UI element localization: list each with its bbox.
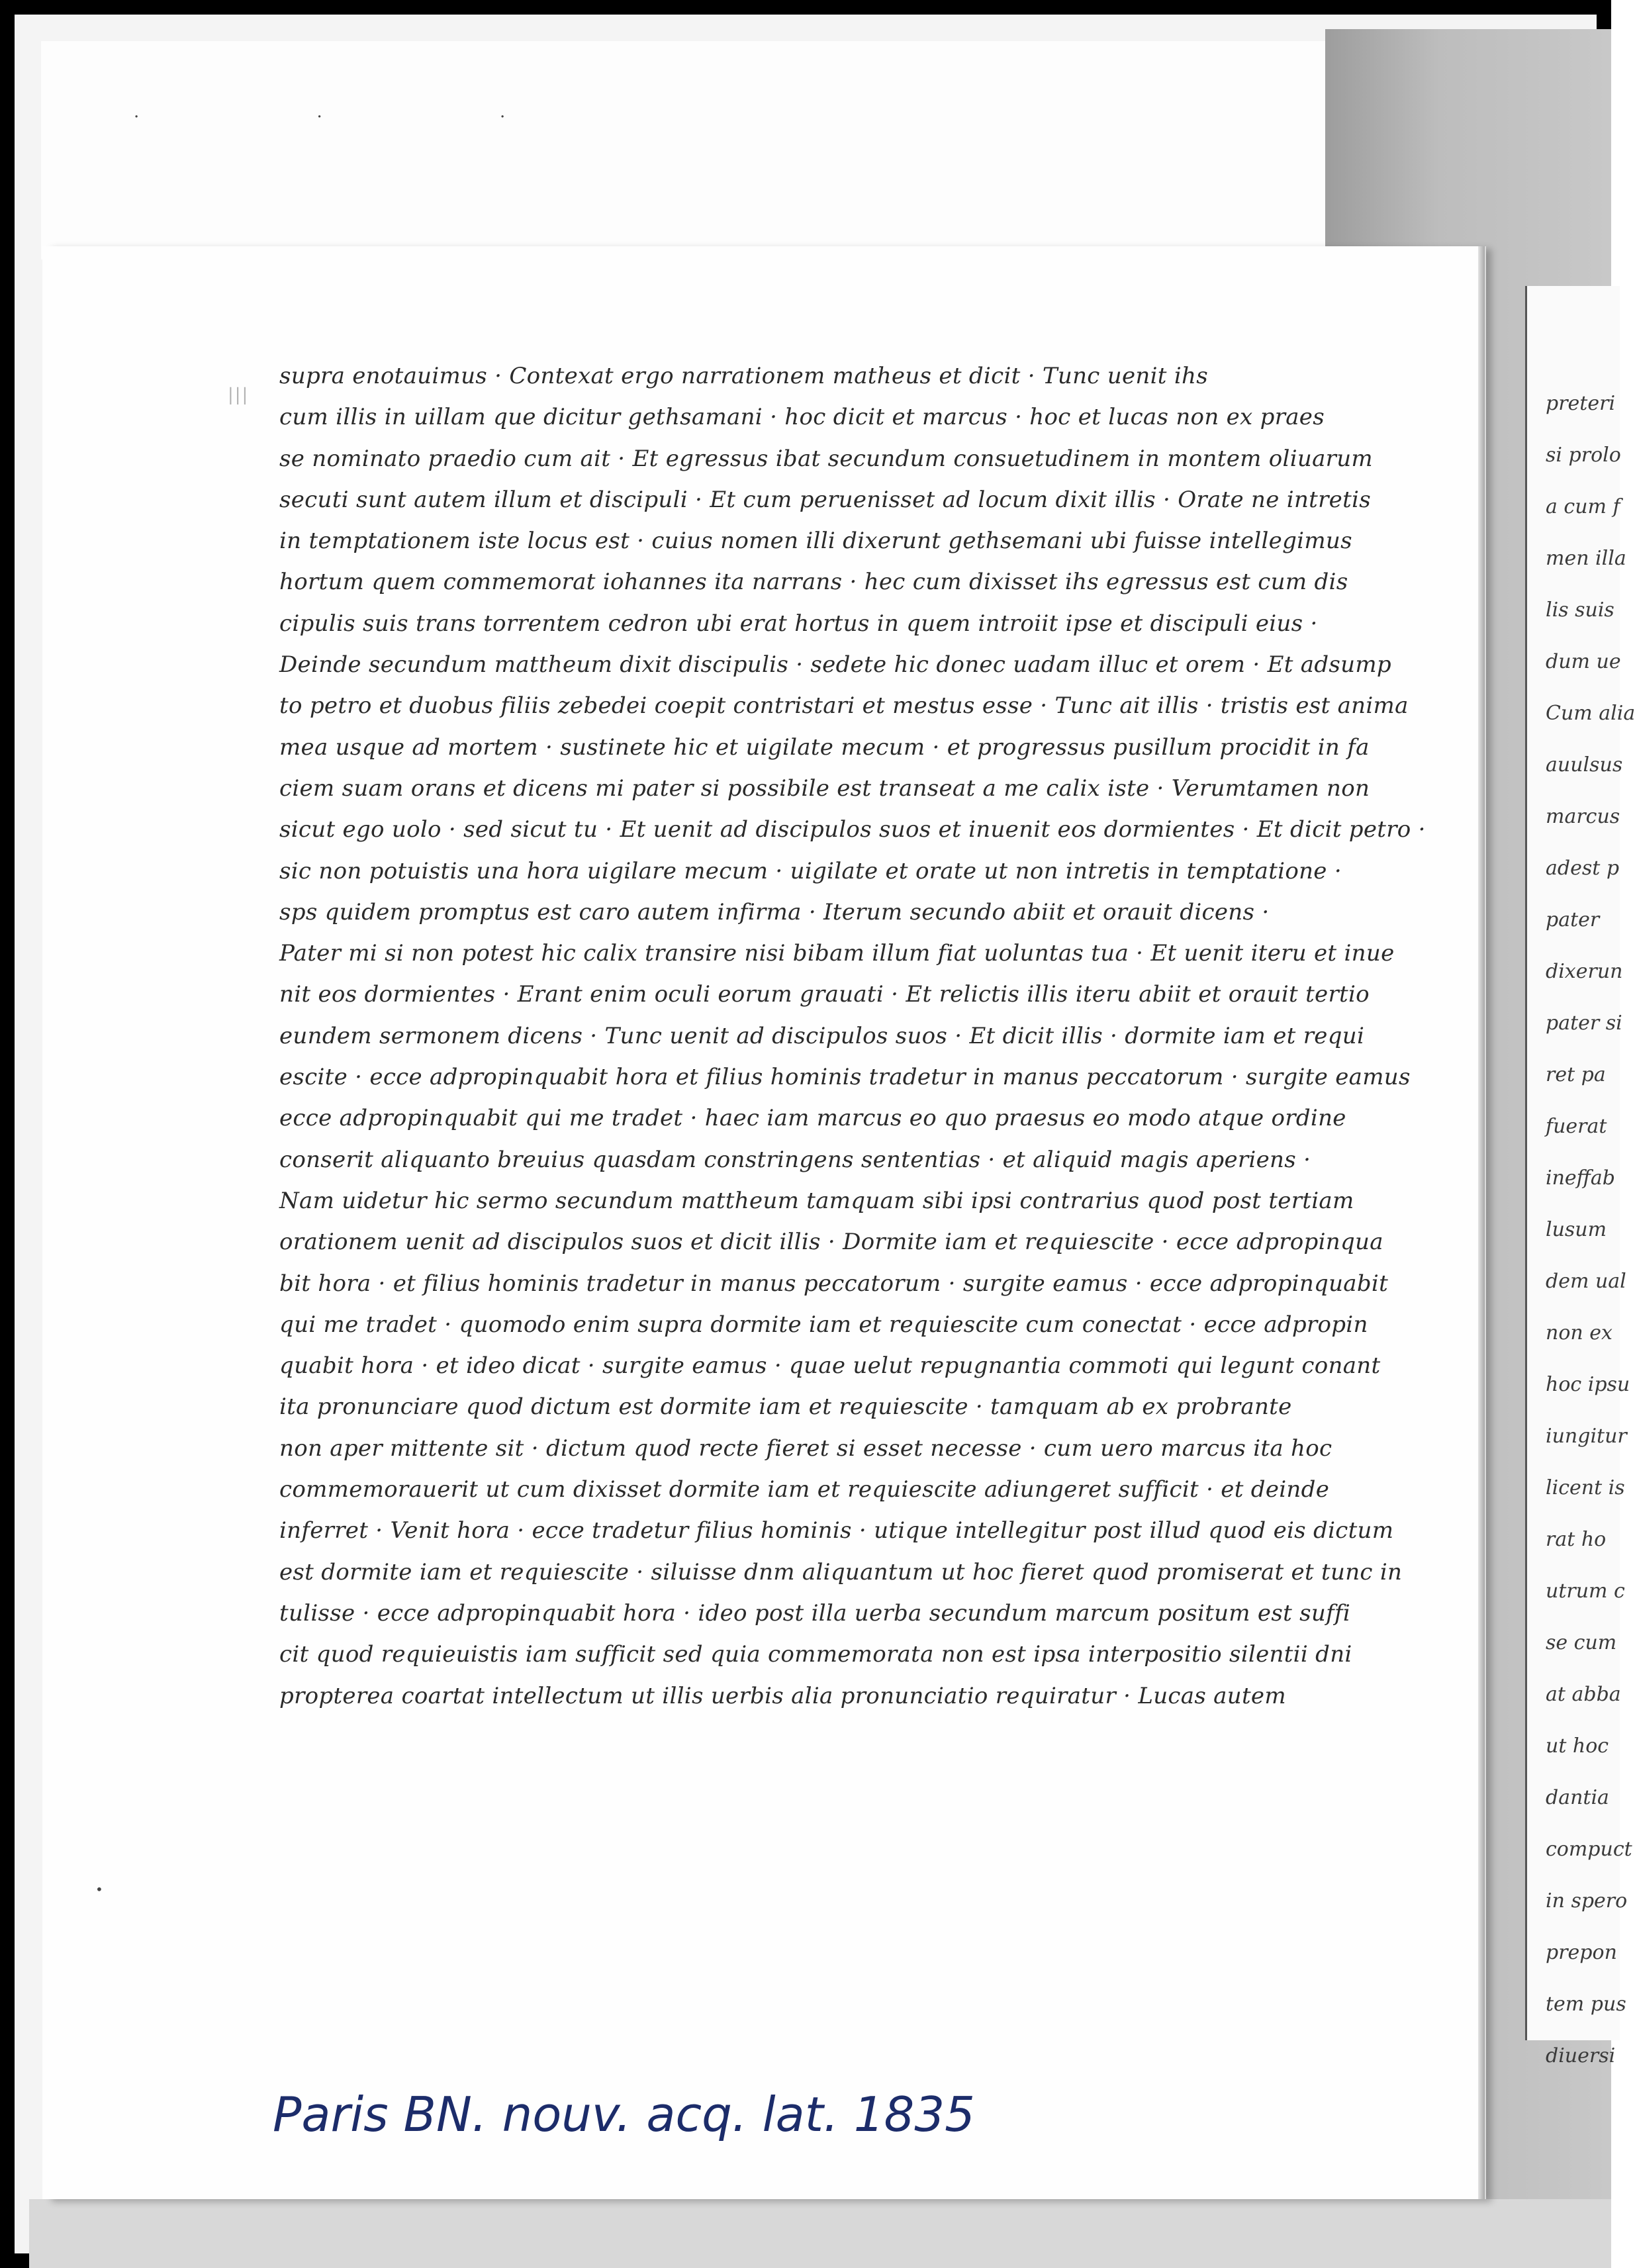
adjacent-folio-fragment: ret pa: [1546, 1063, 1606, 1086]
scanner-bottom-strip: [29, 2199, 1611, 2268]
manuscript-line: supra enotauimus · Contexat ergo narrationem matheus et dicit · Tunc uenit ihs: [279, 363, 1208, 389]
adjacent-folio: [1525, 286, 1635, 2067]
adjacent-folio-fragment: dem ual: [1546, 1270, 1626, 1293]
adjacent-folio-fragment: utrum c: [1546, 1580, 1625, 1603]
adjacent-folio-fragment: marcus: [1546, 805, 1620, 828]
adjacent-folio-fragment: fuerat: [1546, 1115, 1607, 1138]
adjacent-folio-fragment: dantia: [1546, 1786, 1609, 1809]
manuscript-line: quabit hora · et ideo dicat · surgite eamus · quae uelut repugnantia commoti qui legunt conant: [279, 1352, 1381, 1380]
manuscript-line: orationem uenit ad discipulos suos et dicit illis · Dormite iam et requiescite · ecce adpropinqua: [279, 1229, 1383, 1256]
manuscript-line: qui me tradet · quomodo enim supra dormite iam et requiescite cum conectat · ecce adpropin: [279, 1311, 1368, 1338]
manuscript-line: se nominato praedio cum ait · Et egressus ibat secundum consuetudinem in montem oliuarum: [279, 445, 1373, 472]
manuscript-line: hortum quem commemorat iohannes ita narrans · hec cum dixisset ihs egressus est cum dis: [279, 569, 1348, 596]
adjacent-folio-fragment: lusum: [1546, 1218, 1607, 1241]
manuscript-line: sicut ego uolo · sed sicut tu · Et uenit ad discipulos suos et inuenit eos dormientes · Et dicit petro ·: [279, 816, 1426, 843]
manuscript-line: Pater mi si non potest hic calix transire nisi bibam illum fiat uoluntas tua · Et uenit iteru et inue: [279, 940, 1395, 967]
manuscript-line: eundem sermonem dicens · Tunc uenit ad discipulos suos · Et dicit illis · dormite iam et requi: [279, 1022, 1365, 1049]
manuscript-line: escite · ecce adpropinquabit hora et filius hominis tradetur in manus peccatorum · surgite eamus: [279, 1064, 1411, 1091]
adjacent-folio-fragment: ut hoc: [1546, 1734, 1609, 1758]
adjacent-folio-fragment: auulsus: [1546, 753, 1623, 777]
adjacent-folio-fragment: adest p: [1546, 857, 1620, 880]
adjacent-folio-fragment: si prolo: [1546, 444, 1621, 467]
adjacent-folio-fragment: non ex: [1546, 1321, 1612, 1345]
adjacent-folio-fragment: preteri: [1546, 392, 1616, 415]
manuscript-line: nit eos dormientes · Erant enim oculi eorum grauati · Et relictis illis iteru abiit et orauit tertio: [279, 981, 1370, 1008]
adjacent-folio-fragment: a cum f: [1546, 495, 1620, 518]
adjacent-folio-fragment: Cum alia: [1546, 702, 1635, 725]
adjacent-folio-fragment: pater si: [1546, 1012, 1622, 1035]
manuscript-line: ita pronunciare quod dictum est dormite iam et requiescite · tamquam ab ex probrante: [279, 1394, 1292, 1421]
manuscript-line: sic non potuistis una hora uigilare mecum · uigilate et orate ut non intretis in temptatione ·: [279, 857, 1342, 884]
manuscript-line: cit quod requieuistis iam sufficit sed quia commemorata non est ipsa interpositio silentii dni: [279, 1641, 1352, 1668]
adjacent-folio-fragment: pater: [1546, 908, 1600, 931]
manuscript-line: est dormite iam et requiescite · siluisse dnm aliquantum ut hoc fieret quod promiserat et tunc in: [279, 1558, 1403, 1585]
manuscript-line: Deinde secundum mattheum dixit discipulis · sedete hic donec uadam illuc et orem · Et adsump: [279, 651, 1391, 679]
adjacent-folio-fragment: lis suis: [1546, 598, 1614, 622]
adjacent-folio-fragment: hoc ipsu: [1546, 1373, 1630, 1396]
manuscript-line: Nam uidetur hic sermo secundum mattheum tamquam sibi ipsi contrarius quod post tertiam: [279, 1187, 1354, 1214]
adjacent-folio-fragment: tem pus: [1546, 1993, 1626, 2016]
manuscript-line: cipulis suis trans torrentem cedron ubi erat hortus in quem introiit ipse et discipuli eius ·: [279, 610, 1318, 637]
adjacent-folio-fragment: licent is: [1546, 1476, 1625, 1499]
manuscript-line: bit hora · et filius hominis tradetur in manus peccatorum · surgite eamus · ecce adpropinquabit: [279, 1270, 1389, 1297]
margin-dot: •: [95, 1881, 103, 1897]
adjacent-folio-fragment: diuersi: [1546, 2044, 1616, 2067]
manuscript-line: secuti sunt autem illum et discipuli · Et cum peruenisset ad locum dixit illis · Orate ne intretis: [279, 486, 1371, 513]
adjacent-folio-fragment: prepon: [1546, 1941, 1617, 1964]
adjacent-folio-fragment: dum ue: [1546, 650, 1621, 673]
manuscript-text: [279, 355, 1464, 1717]
manuscript-line: inferret · Venit hora · ecce tradetur filius hominis · utique intellegitur post illud quod eis dictum: [279, 1517, 1394, 1544]
manuscript-line: commemorauerit ut cum dixisset dormite iam et requiescite adiungeret sufficit · et deinde: [279, 1476, 1330, 1503]
adjacent-folio-fragment: ineffab: [1546, 1166, 1616, 1190]
manuscript-line: conserit aliquanto breuius quasdam constringens sententias · et aliquid magis aperiens ·: [279, 1146, 1311, 1173]
background-sheet: [41, 41, 1325, 260]
manuscript-line: in temptationem iste locus est · cuius nomen illi dixerunt gethsemani ubi fuisse intellegimus: [279, 528, 1352, 555]
adjacent-folio-fragment: dixerun: [1546, 960, 1623, 983]
manuscript-line: cum illis in uillam que dicitur gethsamani · hoc dicit et marcus · hoc et lucas non ex praes: [279, 404, 1325, 431]
manuscript-line: tulisse · ecce adpropinquabit hora · ideo post illa uerba secundum marcum positum est suffi: [279, 1599, 1351, 1627]
adjacent-folio-fragment: at abba: [1546, 1683, 1621, 1706]
manuscript-line: propterea coartat intellectum ut illis uerbis alia pronunciatio requiratur · Lucas autem: [279, 1682, 1286, 1709]
manuscript-line: ciem suam orans et dicens mi pater si possibile est transeat a me calix iste · Verumtamen non: [279, 775, 1370, 802]
manuscript-line: mea usque ad mortem · sustinete hic et uigilate mecum · et progressus pusillum procidit in fa: [279, 733, 1370, 761]
adjacent-folio-fragment: se cum: [1546, 1631, 1617, 1654]
manuscript-line: ecce adpropinquabit qui me tradet · haec iam marcus eo quo praesus eo modo atque ordine: [279, 1105, 1346, 1132]
adjacent-folio-fragment: iungitur: [1546, 1425, 1627, 1448]
adjacent-folio-fragment: men illa: [1546, 547, 1626, 570]
ruling-marks: |||: [228, 385, 250, 405]
adjacent-folio-fragment: compuct: [1546, 1838, 1632, 1861]
shelfmark-caption: Paris BN. nouv. acq. lat. 1835: [273, 2087, 975, 2142]
manuscript-line: sps quidem promptus est caro autem infirma · Iterum secundo abiit et orauit dicens ·: [279, 898, 1270, 925]
adjacent-folio-fragment: rat ho: [1546, 1528, 1607, 1551]
adjacent-folio-fragment: in spero: [1546, 1889, 1628, 1913]
manuscript-line: to petro et duobus filiis zebedei coepit contristari et mestus esse · Tunc ait illis · tristis est anima: [279, 692, 1409, 720]
sheet-dots: · · ·: [134, 107, 592, 127]
manuscript-line: non aper mittente sit · dictum quod recte fieret si esset necesse · cum uero marcus ita hoc: [279, 1435, 1332, 1462]
